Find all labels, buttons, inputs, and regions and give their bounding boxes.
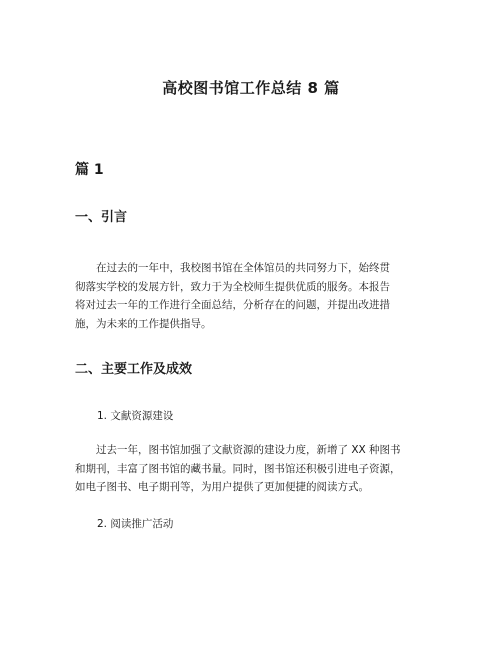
paragraph-line: 彻落实学校的发展方针，致力于为全校师生提供优质的服务。本报告 (75, 280, 390, 293)
paragraph-line: 施，为未来的工作提供指导。 (75, 317, 212, 330)
section-heading-main-work: 二、主要工作及成效 (75, 362, 193, 377)
paragraph-line: 在过去的一年中，我校图书馆在全体馆员的共同努力下，始终贯 (96, 262, 390, 274)
paragraph-line: 过去一年，图书馆加强了文献资源的建设力度，新增了 XX 种图书 (96, 444, 401, 456)
list-item-literature-resources: 1. 文献资源建设 (97, 410, 174, 422)
paragraph-line: 和期刊，丰富了图书馆的藏书量。同时，图书馆还积极引进电子资源， (75, 462, 401, 475)
list-item-reading-promotion: 2. 阅读推广活动 (97, 518, 174, 530)
paragraph-line: 如电子图书、电子期刊等，为用户提供了更加便捷的阅读方式。 (75, 481, 369, 493)
section-heading-introduction: 一、引言 (75, 210, 128, 225)
part-heading: 篇 1 (75, 162, 104, 178)
literature-resources-paragraph (75, 441, 447, 497)
introduction-paragraph (75, 259, 447, 333)
document-title: 高校图书馆工作总结 8 篇 (162, 79, 340, 97)
paragraph-line: 将对过去一年的工作进行全面总结，分析存在的问题，并提出改进措 (75, 299, 390, 311)
